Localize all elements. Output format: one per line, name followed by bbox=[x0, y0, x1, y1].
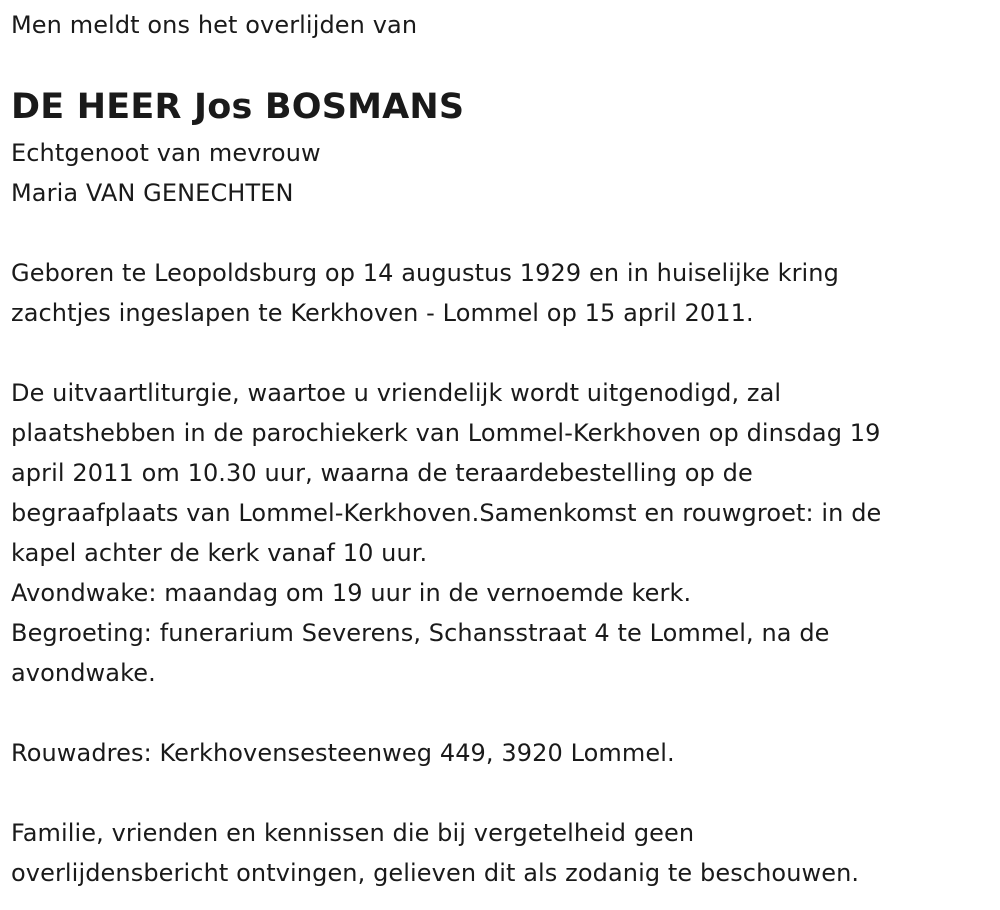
funeral-paragraph bbox=[11, 373, 986, 693]
greeting-line: Begroeting: funerarium Severens, Schansstraat 4 te Lommel, na de bbox=[11, 619, 830, 647]
paragraph-line: overlijdensbericht ontvingen, gelieven dit als zodanig te beschouwen. bbox=[11, 859, 860, 887]
greeting-line: avondwake. bbox=[11, 659, 156, 687]
paragraph-line: zachtjes ingeslapen te Kerkhoven - Lommel op 15 april 2011. bbox=[11, 299, 754, 327]
paragraph-line: begraafplaats van Lommel-Kerkhoven.Samenkomst en rouwgroet: in de bbox=[11, 499, 882, 527]
paragraph-line: kapel achter de kerk vanaf 10 uur. bbox=[11, 539, 428, 567]
deceased-name: DE HEER Jos BOSMANS bbox=[11, 87, 465, 127]
intro-text: Men meldt ons het overlijden van bbox=[11, 11, 418, 39]
spouse-line: Echtgenoot van mevrouw bbox=[11, 139, 321, 167]
paragraph-line: plaatshebben in de parochiekerk van Lommel-Kerkhoven op dinsdag 19 bbox=[11, 419, 881, 447]
paragraph-line: Geboren te Leopoldsburg op 14 augustus 1929 en in huiselijke kring bbox=[11, 259, 839, 287]
closing-paragraph bbox=[11, 813, 986, 893]
paragraph-line: april 2011 om 10.30 uur, waarna de teraardebestelling op de bbox=[11, 459, 753, 487]
birth-death-paragraph bbox=[11, 253, 986, 333]
spouse-name: Maria VAN GENECHTEN bbox=[11, 179, 294, 207]
paragraph-line: Familie, vrienden en kennissen die bij vergetelheid geen bbox=[11, 819, 695, 847]
paragraph-line: De uitvaartliturgie, waartoe u vriendelijk wordt uitgenodigd, zal bbox=[11, 379, 782, 407]
wake-line: Avondwake: maandag om 19 uur in de vernoemde kerk. bbox=[11, 579, 692, 607]
death-notice bbox=[11, 6, 986, 893]
spouse-section bbox=[11, 133, 986, 213]
mourning-address-paragraph bbox=[11, 733, 986, 773]
mourning-address: Rouwadres: Kerkhovensesteenweg 449, 3920 Lommel. bbox=[11, 739, 675, 767]
